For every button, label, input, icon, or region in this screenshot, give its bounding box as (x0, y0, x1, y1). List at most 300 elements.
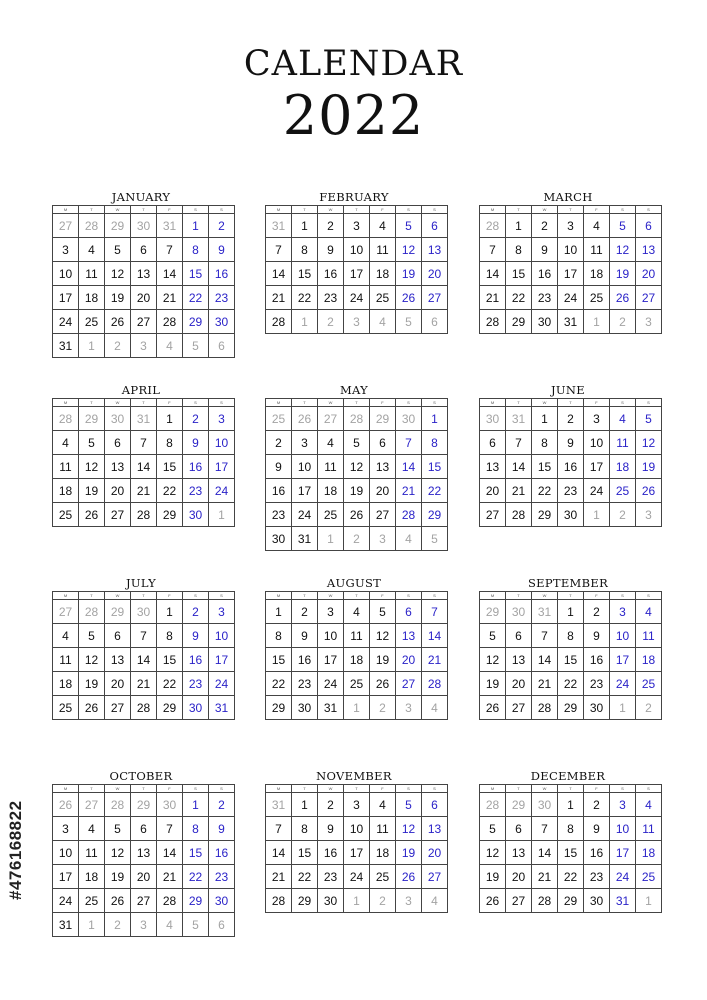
day-cell: 7 (266, 817, 292, 841)
day-cell: 12 (344, 455, 370, 479)
day-cell: 13 (105, 455, 131, 479)
weekday-header-row (266, 592, 448, 600)
day-cell: 19 (396, 262, 422, 286)
month-grid (265, 591, 448, 720)
day-cell: 7 (131, 431, 157, 455)
week-row (53, 214, 235, 238)
weekday-label: S (209, 206, 235, 214)
day-cell: 18 (53, 672, 79, 696)
day-cell: 23 (584, 865, 610, 889)
weekday-label: M (480, 206, 506, 214)
day-cell: 2 (266, 431, 292, 455)
weekday-label: F (584, 785, 610, 793)
day-cell: 3 (558, 214, 584, 238)
week-row (53, 503, 235, 527)
day-cell: 19 (480, 672, 506, 696)
week-row (480, 479, 662, 503)
day-cell: 4 (79, 238, 105, 262)
day-cell: 31 (292, 527, 318, 551)
weekday-header-row (266, 785, 448, 793)
day-cell: 30 (266, 527, 292, 551)
day-cell: 20 (422, 841, 448, 865)
day-cell: 24 (344, 286, 370, 310)
weekday-label: M (53, 592, 79, 600)
day-cell: 15 (157, 648, 183, 672)
week-row (480, 817, 662, 841)
day-cell: 31 (209, 696, 235, 720)
month-name: OCTOBER (109, 769, 173, 783)
adjacent-month-day: 27 (53, 214, 79, 238)
month-name: JUNE (551, 383, 585, 397)
day-cell: 8 (157, 431, 183, 455)
adjacent-month-day: 5 (183, 334, 209, 358)
weekday-label: S (396, 399, 422, 407)
adjacent-month-day: 27 (79, 793, 105, 817)
day-cell: 4 (610, 407, 636, 431)
week-row (53, 286, 235, 310)
day-cell: 12 (396, 817, 422, 841)
day-cell: 10 (584, 431, 610, 455)
day-cell: 28 (422, 672, 448, 696)
weekday-label: F (584, 206, 610, 214)
day-cell: 11 (53, 648, 79, 672)
adjacent-month-day: 1 (292, 310, 318, 334)
day-cell: 13 (506, 841, 532, 865)
day-cell: 29 (558, 889, 584, 913)
day-cell: 9 (183, 431, 209, 455)
week-row (266, 262, 448, 286)
day-cell: 15 (506, 262, 532, 286)
week-row (266, 648, 448, 672)
weekday-label: W (532, 206, 558, 214)
day-cell: 6 (506, 817, 532, 841)
day-cell: 2 (318, 214, 344, 238)
weekday-label: T (292, 785, 318, 793)
adjacent-month-day: 29 (79, 407, 105, 431)
day-cell: 21 (422, 648, 448, 672)
day-cell: 19 (79, 672, 105, 696)
week-row (480, 889, 662, 913)
day-cell: 26 (344, 503, 370, 527)
weekday-header-row (53, 785, 235, 793)
day-cell: 22 (506, 286, 532, 310)
weekday-label: F (370, 785, 396, 793)
day-cell: 8 (532, 431, 558, 455)
week-row (266, 865, 448, 889)
day-cell: 17 (584, 455, 610, 479)
day-cell: 21 (480, 286, 506, 310)
day-cell: 16 (584, 841, 610, 865)
day-cell: 6 (396, 600, 422, 624)
day-cell: 13 (506, 648, 532, 672)
adjacent-month-day: 28 (480, 214, 506, 238)
week-row (480, 455, 662, 479)
day-cell: 29 (266, 696, 292, 720)
day-cell: 27 (370, 503, 396, 527)
week-row (480, 214, 662, 238)
day-cell: 5 (480, 624, 506, 648)
weekday-label: M (266, 592, 292, 600)
weekday-label: S (610, 785, 636, 793)
month-march (479, 190, 657, 334)
day-cell: 17 (53, 865, 79, 889)
weekday-header-row (266, 399, 448, 407)
day-cell: 17 (292, 479, 318, 503)
day-cell: 20 (506, 865, 532, 889)
day-cell: 20 (105, 479, 131, 503)
adjacent-month-day: 30 (506, 600, 532, 624)
day-cell: 11 (79, 841, 105, 865)
day-cell: 20 (131, 286, 157, 310)
day-cell: 29 (506, 310, 532, 334)
adjacent-month-day: 27 (53, 600, 79, 624)
day-cell: 13 (105, 648, 131, 672)
adjacent-month-day: 2 (318, 310, 344, 334)
weekday-label: M (53, 785, 79, 793)
weekday-header-row (480, 592, 662, 600)
day-cell: 14 (532, 648, 558, 672)
day-cell: 10 (53, 841, 79, 865)
day-cell: 22 (183, 865, 209, 889)
day-cell: 2 (558, 407, 584, 431)
adjacent-month-day: 29 (370, 407, 396, 431)
month-name: MAY (339, 383, 369, 397)
day-cell: 8 (292, 817, 318, 841)
day-cell: 17 (209, 648, 235, 672)
adjacent-month-day: 29 (506, 793, 532, 817)
day-cell: 9 (584, 817, 610, 841)
day-cell: 12 (480, 841, 506, 865)
day-cell: 4 (79, 817, 105, 841)
day-cell: 3 (344, 214, 370, 238)
weekday-label: W (318, 592, 344, 600)
day-cell: 24 (584, 479, 610, 503)
weekday-label: S (610, 206, 636, 214)
adjacent-month-day: 30 (532, 793, 558, 817)
day-cell: 26 (480, 889, 506, 913)
week-row (480, 865, 662, 889)
day-cell: 29 (157, 696, 183, 720)
weekday-header-row (53, 399, 235, 407)
day-cell: 27 (131, 889, 157, 913)
weekday-label: M (480, 785, 506, 793)
adjacent-month-day: 6 (422, 310, 448, 334)
adjacent-month-day: 28 (79, 600, 105, 624)
day-cell: 12 (105, 841, 131, 865)
day-cell: 11 (610, 431, 636, 455)
day-cell: 17 (53, 286, 79, 310)
month-name: NOVEMBER (316, 769, 392, 783)
day-cell: 3 (292, 431, 318, 455)
day-cell: 5 (480, 817, 506, 841)
day-cell: 24 (610, 672, 636, 696)
adjacent-month-day: 31 (532, 600, 558, 624)
week-row (266, 431, 448, 455)
week-row (266, 889, 448, 913)
day-cell: 2 (209, 793, 235, 817)
adjacent-month-day: 26 (53, 793, 79, 817)
day-cell: 11 (318, 455, 344, 479)
day-cell: 16 (558, 455, 584, 479)
day-cell: 10 (292, 455, 318, 479)
day-cell: 26 (610, 286, 636, 310)
calendar-year: 2022 (282, 84, 425, 147)
day-cell: 23 (532, 286, 558, 310)
day-cell: 3 (53, 238, 79, 262)
day-cell: 26 (79, 696, 105, 720)
day-cell: 24 (209, 479, 235, 503)
weekday-label: T (79, 399, 105, 407)
adjacent-month-day: 29 (105, 214, 131, 238)
day-cell: 7 (266, 238, 292, 262)
day-cell: 14 (480, 262, 506, 286)
day-cell: 19 (105, 286, 131, 310)
day-cell: 9 (209, 238, 235, 262)
day-cell: 22 (532, 479, 558, 503)
day-cell: 20 (480, 479, 506, 503)
day-cell: 23 (292, 672, 318, 696)
adjacent-month-day: 3 (636, 310, 662, 334)
day-cell: 25 (636, 672, 662, 696)
day-cell: 24 (558, 286, 584, 310)
week-row (266, 672, 448, 696)
adjacent-month-day: 29 (480, 600, 506, 624)
week-row (266, 503, 448, 527)
weekday-label: S (183, 785, 209, 793)
adjacent-month-day: 2 (105, 913, 131, 937)
day-cell: 27 (480, 503, 506, 527)
day-cell: 10 (318, 624, 344, 648)
weekday-label: S (396, 592, 422, 600)
day-cell: 6 (370, 431, 396, 455)
day-cell: 14 (532, 841, 558, 865)
day-cell: 8 (558, 817, 584, 841)
day-cell: 13 (422, 238, 448, 262)
day-cell: 6 (480, 431, 506, 455)
week-row (266, 238, 448, 262)
day-cell: 24 (53, 310, 79, 334)
day-cell: 23 (209, 286, 235, 310)
day-cell: 15 (183, 262, 209, 286)
day-cell: 1 (422, 407, 448, 431)
adjacent-month-day: 3 (131, 334, 157, 358)
weekday-label: M (266, 785, 292, 793)
week-row (53, 672, 235, 696)
day-cell: 26 (79, 503, 105, 527)
day-cell: 7 (532, 817, 558, 841)
day-cell: 18 (370, 841, 396, 865)
adjacent-month-day: 3 (636, 503, 662, 527)
day-cell: 18 (370, 262, 396, 286)
day-cell: 7 (532, 624, 558, 648)
day-cell: 30 (292, 696, 318, 720)
day-cell: 21 (506, 479, 532, 503)
day-cell: 4 (370, 214, 396, 238)
day-cell: 6 (506, 624, 532, 648)
month-may (265, 383, 443, 551)
day-cell: 11 (370, 238, 396, 262)
weekday-label: T (292, 399, 318, 407)
weekday-label: T (558, 206, 584, 214)
week-row (266, 841, 448, 865)
weekday-label: T (344, 592, 370, 600)
day-cell: 22 (292, 286, 318, 310)
week-row (53, 889, 235, 913)
adjacent-month-day: 3 (396, 696, 422, 720)
adjacent-month-day: 3 (396, 889, 422, 913)
adjacent-month-day: 2 (610, 503, 636, 527)
weekday-label: S (209, 592, 235, 600)
adjacent-month-day: 29 (131, 793, 157, 817)
weekday-label: S (422, 592, 448, 600)
day-cell: 8 (292, 238, 318, 262)
month-grid (479, 398, 662, 527)
day-cell: 31 (610, 889, 636, 913)
weekday-label: F (370, 206, 396, 214)
day-cell: 25 (53, 503, 79, 527)
adjacent-month-day: 3 (370, 527, 396, 551)
day-cell: 21 (266, 286, 292, 310)
day-cell: 6 (422, 214, 448, 238)
day-cell: 5 (79, 431, 105, 455)
day-cell: 24 (610, 865, 636, 889)
day-cell: 5 (636, 407, 662, 431)
month-november (265, 769, 443, 913)
day-cell: 29 (532, 503, 558, 527)
week-row (266, 479, 448, 503)
day-cell: 6 (131, 817, 157, 841)
day-cell: 10 (344, 817, 370, 841)
adjacent-month-day: 2 (636, 696, 662, 720)
week-row (53, 913, 235, 937)
weekday-label: T (292, 206, 318, 214)
adjacent-month-day: 30 (480, 407, 506, 431)
weekday-label: T (344, 206, 370, 214)
adjacent-month-day: 5 (183, 913, 209, 937)
day-cell: 18 (610, 455, 636, 479)
month-name: JULY (126, 576, 156, 590)
day-cell: 20 (131, 865, 157, 889)
week-row (53, 310, 235, 334)
week-row (266, 793, 448, 817)
day-cell: 6 (422, 793, 448, 817)
day-cell: 1 (292, 793, 318, 817)
day-cell: 4 (53, 624, 79, 648)
day-cell: 28 (131, 696, 157, 720)
day-cell: 28 (266, 310, 292, 334)
day-cell: 29 (183, 310, 209, 334)
day-cell: 15 (292, 262, 318, 286)
month-grid (265, 784, 448, 913)
adjacent-month-day: 31 (266, 793, 292, 817)
weekday-label: T (344, 785, 370, 793)
day-cell: 21 (396, 479, 422, 503)
adjacent-month-day: 6 (209, 334, 235, 358)
weekday-header-row (53, 592, 235, 600)
day-cell: 12 (396, 238, 422, 262)
week-row (480, 648, 662, 672)
day-cell: 18 (79, 286, 105, 310)
weekday-label: F (584, 592, 610, 600)
adjacent-month-day: 30 (131, 214, 157, 238)
month-name: MARCH (543, 190, 593, 204)
day-cell: 11 (53, 455, 79, 479)
adjacent-month-day: 2 (610, 310, 636, 334)
weekday-label: W (318, 206, 344, 214)
day-cell: 25 (584, 286, 610, 310)
day-cell: 9 (584, 624, 610, 648)
day-cell: 24 (292, 503, 318, 527)
week-row (480, 793, 662, 817)
day-cell: 22 (157, 672, 183, 696)
day-cell: 18 (636, 841, 662, 865)
week-row (53, 334, 235, 358)
day-cell: 24 (209, 672, 235, 696)
day-cell: 1 (183, 793, 209, 817)
day-cell: 12 (636, 431, 662, 455)
adjacent-month-day: 1 (79, 334, 105, 358)
day-cell: 9 (209, 817, 235, 841)
week-row (53, 455, 235, 479)
month-name: DECEMBER (530, 769, 606, 783)
day-cell: 17 (209, 455, 235, 479)
day-cell: 21 (157, 865, 183, 889)
day-cell: 8 (157, 624, 183, 648)
week-row (266, 696, 448, 720)
day-cell: 17 (344, 841, 370, 865)
weekday-header-row (480, 785, 662, 793)
day-cell: 3 (318, 600, 344, 624)
week-row (480, 407, 662, 431)
month-name: SEPTEMBER (527, 576, 609, 590)
day-cell: 8 (506, 238, 532, 262)
day-cell: 10 (610, 624, 636, 648)
day-cell: 25 (370, 865, 396, 889)
day-cell: 8 (183, 817, 209, 841)
adjacent-month-day: 1 (584, 503, 610, 527)
day-cell: 30 (209, 310, 235, 334)
day-cell: 11 (370, 817, 396, 841)
weekday-label: S (422, 399, 448, 407)
day-cell: 14 (157, 841, 183, 865)
day-cell: 18 (344, 648, 370, 672)
week-row (480, 841, 662, 865)
day-cell: 1 (558, 600, 584, 624)
week-row (266, 407, 448, 431)
day-cell: 7 (396, 431, 422, 455)
day-cell: 13 (636, 238, 662, 262)
day-cell: 30 (209, 889, 235, 913)
week-row (266, 600, 448, 624)
day-cell: 5 (79, 624, 105, 648)
adjacent-month-day: 31 (266, 214, 292, 238)
weekday-label: T (79, 785, 105, 793)
day-cell: 25 (79, 889, 105, 913)
day-cell: 26 (480, 696, 506, 720)
day-cell: 14 (396, 455, 422, 479)
day-cell: 23 (183, 672, 209, 696)
week-row (53, 817, 235, 841)
adjacent-month-day: 28 (105, 793, 131, 817)
month-grid (479, 784, 662, 913)
day-cell: 29 (157, 503, 183, 527)
day-cell: 3 (610, 793, 636, 817)
weekday-label: S (636, 785, 662, 793)
day-cell: 28 (157, 310, 183, 334)
adjacent-month-day: 1 (636, 889, 662, 913)
weekday-label: M (480, 399, 506, 407)
week-row (480, 310, 662, 334)
